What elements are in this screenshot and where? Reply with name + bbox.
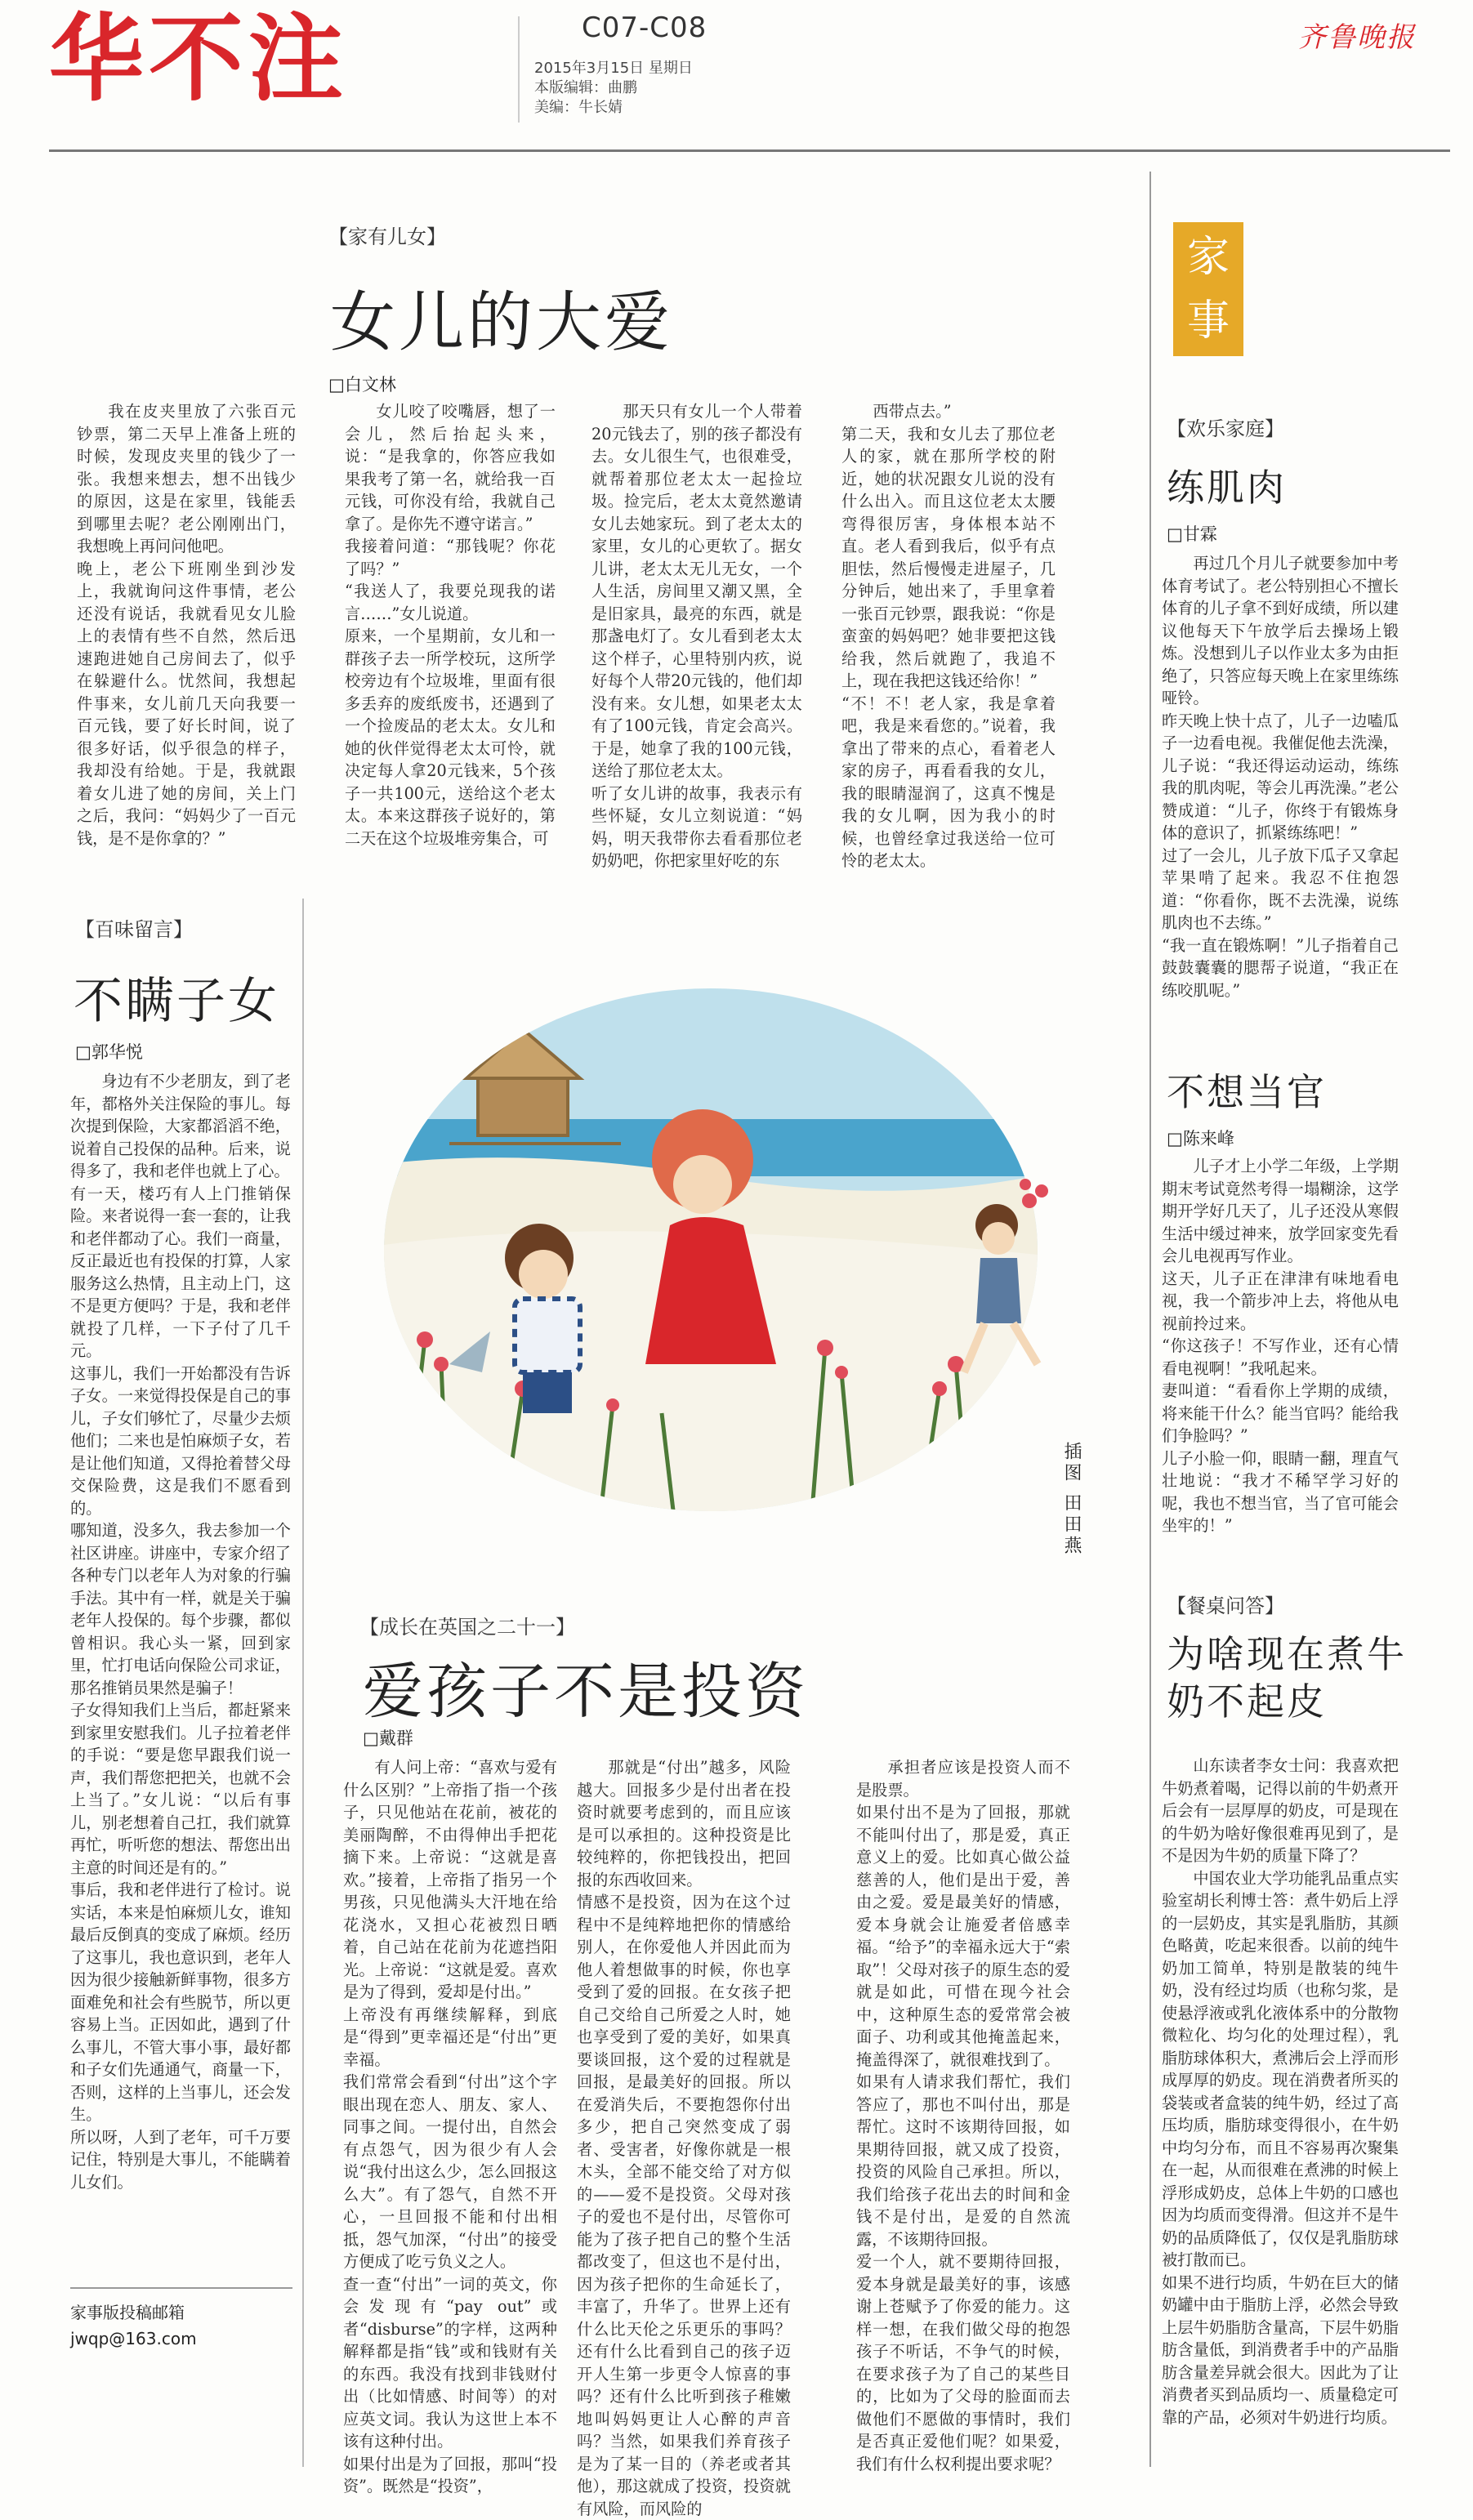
article1-title: 女儿的大爱 bbox=[330, 284, 673, 360]
article3-title: 爱孩子不是投资 bbox=[363, 1657, 809, 1727]
article6-question: 山东读者李女士问：我喜欢把牛奶煮着喝，记得以前的牛奶煮开后会有一层厚厚的奶皮，可是现在的牛奶为啥好像很难再见到了，是不是因为牛奶的质量下降了？ bbox=[1162, 1756, 1399, 1865]
header-divider bbox=[518, 16, 520, 123]
article2-author: □郭华悦 bbox=[75, 1042, 143, 1062]
article3-col1: 有人问上帝：“喜欢与爱有什么区别？”上帝指了指一个孩子，只见他站在花前，被花的美丽陶醉，不由得伸出手把花摘下来。上帝说：“这就是喜欢。”接着，上帝指了指另一个男孩，只见他满头大汗地在给花浇水，又担心花被烈日晒着，自己站在花前为花遮挡阳光。上帝说：“这就是爱。喜欢是为了得到，爱却是付出。” 上帝没有再继续解释，到底是“得到”更幸福还是“付出”更幸福。 我们常常会看到“付出”这个字眼出现在恋人、朋友、家人、同事之间。一提付出，自然会有点怨气，因为很少有人会说“我付出这么少，怎么回报这么大”。有了怨气，自然不开心，一旦回报不能和付出相抵，怨气加深，“付出”的接受方便成了吃亏负义之人。 查一查“付出”一词的英文，你会发现有“pay out”或者“disburse”的字样，这两种解释都是指“钱”或和钱财有关的东西。我没有找到非钱财付出（比如情感、时间等）的对应英文词。我认为这世上本不该有这种付出。 如果付出是为了回报，那叫“投资”。既然是“投资”， bbox=[343, 1758, 557, 2495]
article6-tag: 【餐桌问答】 bbox=[1167, 1595, 1284, 1617]
article4-author: □甘霖 bbox=[1167, 524, 1217, 544]
article1-tag: 【家有儿女】 bbox=[328, 225, 446, 248]
page-number: C07-C08 bbox=[582, 11, 707, 44]
article1-col1: 我在皮夹里放了六张百元钞票，第二天早上准备上班的时候，发现皮夹里的钱少了一张。我想来想去，想不出钱少的原因，这是在家里，钱能丢到哪里去呢？老公刚刚出门，我想晚上再问问他吧。 晚上，老公下班刚坐到沙发上，我就询问这件事情，老公还没有说话，我就看见女儿脸上的表情有些不自然，然后迅速跑进她自己房间去了，似乎在躲避什么。忧然间，我想起件事来，女儿前几天向我要一百元钱，要了好长时间，说了很多好话，似乎很急的样子，我却没有给她。于是，我就跟着女儿进了她的房间，关上门之后，我问：“妈妈少了一百元钱，是不是你拿的？” bbox=[77, 402, 296, 848]
article5-title: 不想当官 bbox=[1167, 1070, 1327, 1114]
mailbox-address[interactable]: jwqp@163.com bbox=[70, 2329, 197, 2348]
page-editor: 本版编辑：曲鹏 bbox=[534, 79, 637, 96]
section-seal bbox=[1173, 222, 1243, 356]
article2-title: 不瞒子女 bbox=[74, 973, 279, 1030]
mail-rule bbox=[70, 2287, 292, 2289]
section-seal-char-2: 事 bbox=[1186, 297, 1230, 346]
family-illustration bbox=[351, 980, 1070, 1609]
left-column-divider bbox=[302, 899, 304, 2467]
article5-body: 儿子才上小学二年级，上学期期末考试竟然考得一塌糊涂，这学期开学好几天了，儿子还没从寒假生活中缓过神来，放学回家变先看会儿电视再写作业。 这天，儿子正在津津有味地看电视，我一个箭步冲上去，将他从电视前拎过来。 “你这孩子！不写作业，还有心情看电视啊！”我吼起来。 妻叫道：“看看你上学期的成绩，将来能干什么？能当官吗？能给我们争脸吗？” 儿子小脸一仰，眼睛一翻，理直气壮地说：“我才不稀罕学习好的呢，我也不想当官，当了官可能会坐牢的！” bbox=[1162, 1157, 1399, 1535]
sidebar-divider bbox=[1149, 172, 1151, 2467]
article1-col3: 那天只有女儿一个人带着20元钱去了，别的孩子都没有去。女儿很生气，也很难受，就帮着那位老太太一起捡垃圾。捡完后，老太太竟然邀请女儿去她家玩。到了老太太的家里，女儿的心更软了。据女儿讲，老太太无儿无女，一个人生活，房间里又潮又黑，全是旧家具，最亮的东西，就是那盏电灯了。女儿看到老太太这个样子，心里特别内疚，说好每个人带20元钱的，他们却没有来。女儿想，如果老太太有了100元钱，肯定会高兴。于是，她拿了我的100元钱，送给了那位老太太。 听了女儿讲的故事，我表示有些怀疑，女儿立刻说道：“妈妈，明天我带你去看看那位老奶奶吧，你把家里好吃的东 bbox=[591, 402, 802, 870]
article2-body: 身边有不少老朋友，到了老年，都格外关注保险的事儿。每次提到保险，大家都滔滔不绝，说着自己投保的品种。后来，说得多了，我和老伴也就上了心。 有一天，楼巧有人上门推销保险。来者说得一套一套的，让我和老伴都动了心。我们一商量，反正最近也有投保的打算，人家服务这么热情，且主动上门，这不是更方便吗？于是，我和老伴就投了几样，一下子付了几千元。 这事儿，我们一开始都没有告诉子女。一来觉得投保是自己的事儿，子女们够忙了，尽量少去烦他们；二来也是怕麻烦子女，若是让他们知道，又得抢着替父母交保险费，这是我们不愿看到的。 哪知道，没多久，我去参加一个社区讲座。讲座中，专家介绍了各种专门以老年人为对象的行骗手法。其中有一样，就是关于骗老年人投保的。每个步骤，都似曾相识。我心头一紧，回到家里，忙打电话向保险公司求证，那名推销员果然是骗子！ 子女得知我们上当后，都赶紧来到家里安慰我们。儿子拉着老伴的手说：“要是您早跟我们说一声，我们帮您把把关，也就不会上当了。”女儿说：“以后有事儿，别老想着自己扛，我们就算再忙，听听您的想法、帮您出出主意的时间还是有的。” 事后，我和老伴进行了检讨。说实话，本来是怕麻烦儿女，谁知最后反倒真的变成了麻烦。经历了这事儿，我也意识到，老年人因为很少接触新鲜事物，很多方面难免和社会有些脱节，所以更容易上当。正因如此，遇到了什么事儿，不管大事小事，最好都和子女们先通通气，商量一下，否则，这样的上当事儿，还会发生。 所以呀，人到了老年，可千万要记住，特别是大事儿，不能瞒着儿女们。 bbox=[70, 1072, 291, 2192]
article5-author: □陈来峰 bbox=[1167, 1129, 1234, 1148]
newspaper-brand: 齐鲁晚报 bbox=[1298, 21, 1416, 54]
article4-title: 练肌肉 bbox=[1167, 466, 1287, 510]
page-designer: 美编：牛长婧 bbox=[534, 99, 623, 116]
mailbox-label: 家事版投稿邮箱 bbox=[70, 2303, 185, 2322]
article6-answer: 中国农业大学功能乳品重点实验室胡长利博士答：煮牛奶后上浮的一层奶皮，其实是乳脂肪，其颜色略黄，吃起来很香。以前的纯牛奶加工简单，特别是散装的纯牛奶，没有经过均质（也称匀浆，是使悬浮液或乳化液体系中的分散物微粒化、均匀化的处理过程），乳脂肪球体积大，煮沸后会上浮而形成厚厚的奶皮。现在消费者所买的袋装或者盒装的纯牛奶，经过了高压均质，脂肪球变得很小，在牛奶中均匀分布，而且不容易再次聚集在一起，从而很难在煮沸的时候上浮形成奶皮，总体上牛奶的口感也因为均质而变得滑。但这并不是牛奶的品质降低了，仅仅是乳脂肪球被打散而已。 如果不进行均质，牛奶在巨大的储奶罐中由于脂肪上浮，必然会导致上层牛奶脂肪含量高，下层牛奶脂肪含量低，到消费者手中的产品脂肪含量差异就会很大。因此为了让消费者买到品质均一、质量稳定可靠的产品，必须对牛奶进行均质。 bbox=[1162, 1868, 1399, 2427]
article1-author: □白文林 bbox=[328, 375, 396, 395]
article4-tag: 【欢乐家庭】 bbox=[1167, 417, 1284, 440]
header-rule bbox=[49, 149, 1450, 152]
article2-tag: 【百味留言】 bbox=[75, 918, 193, 941]
article3-col3: 承担者应该是投资人而不是股票。 如果付出不是为了回报，那就不能叫付出了，那是爱，真正意义上的爱。比如真心做公益慈善的人，他们是出于爱，善由之爱。爱是最美好的情感，爱本身就会让施爱者倍感幸福。“给予”的幸福永远大于“索取”！父母对孩子的原生态的爱就是如此，可惜在现今社会中，这种原生态的爱常常会被面子、功利或其他掩盖起来，掩盖得深了，就很难找到了。 如果有人请求我们帮忙，我们答应了，那也不叫付出，那是帮忙。这时不该期待回报，如果期待回报，就又成了投资，投资的风险自己承担。所以，我们给孩子花出去的时间和金钱不是付出，是爱的自然流露，不该期待回报。 爱一个人，就不要期待回报，爱本身就是最美好的事，该感谢上苍赋予了你爱的能力。这样一想，在我们做父母的抱怨孩子不听话，不争气的时候，在要求孩子为了自己的某些目的，比如为了父母的脸面而去做他们不愿做的事情时，我们是否真正爱他们呢？如果爱，我们有什么权利提出要求呢？ bbox=[856, 1758, 1070, 2473]
masthead-title: 华不注 bbox=[49, 4, 348, 114]
article3-col2: 那就是“付出”越多，风险越大。回报多少是付出者在投资时就要考虑到的，而且应该是可以承担的。这种投资是比较纯粹的，你把钱投出，把回报的东西收回来。 情感不是投资，因为在这个过程中不是纯粹地把你的情感给别人，在你爱他人并因此而为他人着想做事的时候，你也享受到了爱的回报。在女孩子把自己交给自己所爱之人时，她也享受到了爱的美好，如果真要谈回报，这个爱的过程就是回报，是最美好的回报。所以在爱消失后，不要抱怨你付出多少，把自己突然变成了弱者、受害者，好像你就是一根木头，全部不能交给了对方似的——爱不是投资。父母对孩子的爱也不是付出，尽管你可能为了孩子把自己的整个生活都改变了，但这也不是付出，因为孩子把你的生命延长了，丰富了，升华了。世界上还有什么比天伦之乐更乐的事吗？还有什么比看到自己的孩子迈开人生第一步更令人惊喜的事吗？还有什么比听到孩子稚嫩地叫妈妈更让人心醉的声音吗？当然，如果我们养育孩子是为了某一目的（养老或者其他），那这就成了投资，投资就有风险，而风险的 bbox=[577, 1758, 791, 2518]
article6-title: 为啥现在煮牛奶不起皮 bbox=[1167, 1632, 1407, 1724]
article1-col4: 西带点去。” 第二天，我和女儿去了那位老人的家，就在那所学校的附近，她的状况跟女儿说的没有什么出入。而且这位老太太腰弯得很厉害，身体根本站不直。老人看到我后，似乎有点胆怯，然后慢慢走进屋子，几分钟后，她出来了，手里拿着一张百元钞票，跟我说：“你是蛮蛮的妈妈吧？她非要把这钱给我，然后就跑了，我追不上，现在我把这钱还给你！” “不！不！老人家，我是拿着吧，我是来看您的。”说着，我拿出了带来的点心，看着老人家的房子，再看看我的女儿，我的眼睛湿润了，这真不愧是我的女儿啊，因为我小的时候，也曾经拿过我送给一位可怜的老太太。 bbox=[841, 402, 1056, 870]
article3-author: □戴群 bbox=[363, 1728, 413, 1748]
issue-date: 2015年3月15日 星期日 bbox=[534, 60, 693, 77]
article6-qa bbox=[1162, 1755, 1399, 2429]
illustration-credit: 插图 田田燕 bbox=[1061, 1442, 1082, 1557]
article1-col2: 女儿咬了咬嘴唇，想了一会儿，然后抬起头来，说：“是我拿的，你答应我如果我考了第一名，就给我一百元钱，可你没有给，我就自己拿了。是你先不遵守诺言。” 我接着问道：“那钱呢？你花了吗？” “我送人了，我要兑现我的诺言……”女儿说道。 原来，一个星期前，女儿和一群孩子去一所学校玩，这所学校旁边有个垃圾堆，里面有很多丢弃的废纸废书，还遇到了一个捡废品的老太太。女儿和她的伙伴觉得老太太可怜，就决定每人拿20元钱来，5个孩子一共100元，送给这个老太太。本来这群孩子说好的，第二天在这个垃圾堆旁集合，可 bbox=[345, 402, 556, 848]
article4-body: 再过几个月儿子就要参加中考体育考试了。老公特别担心不擅长体育的儿子拿不到好成绩，所以建议他每天下午放学后去操场上锻炼。没想到儿子以作业太多为由拒绝了，只答应每天晚上在家里练练哑铃。 昨天晚上快十点了，儿子一边嗑瓜子一边看电视。我催促他去洗澡，儿子说：“我还得运动运动，练练我的肌肉呢，等会儿再洗澡。”老公赞成道：“儿子，你终于有锻炼身体的意识了，抓紧练练吧！” 过了一会儿，儿子放下瓜子又拿起苹果啃了起来。我忍不住抱怨道：“你看你，既不去洗澡，说练肌肉也不去练。” “我一直在锻炼啊！”儿子指着自己鼓鼓囊囊的腮帮子说道，“我正在练咬肌呢。” bbox=[1162, 554, 1399, 1000]
section-seal-char-1: 家 bbox=[1186, 233, 1230, 282]
article3-tag: 【成长在英国之二十一】 bbox=[359, 1616, 575, 1639]
